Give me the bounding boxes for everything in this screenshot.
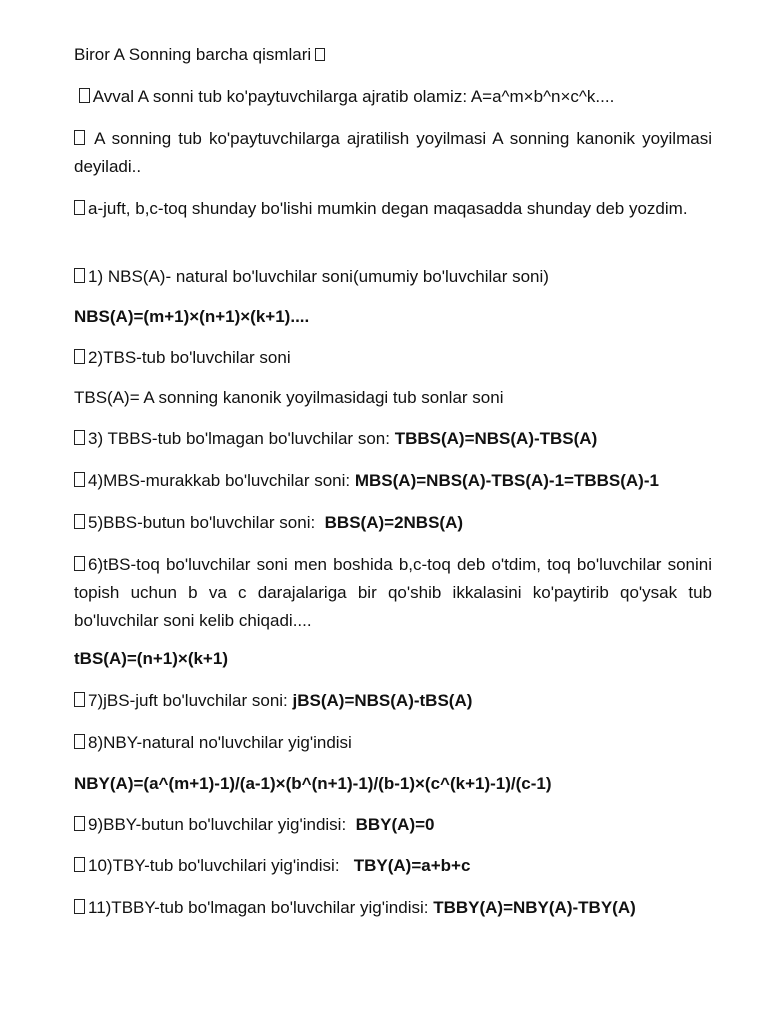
formula-text: NBY(A)=(a^(m+1)-1)/(a-1)×(b^(n+1)-1)/(b-1)×(c^(k+1)-1)/(c-1): [74, 774, 552, 793]
item-text: 4)MBS-murakkab bo'luvchilar soni:: [88, 471, 355, 490]
definition-text: TBS(A)= A sonning kanonik yoyilmasidagi tub sonlar soni: [74, 388, 504, 407]
item-2: [74, 344, 712, 372]
formula-text: jBS(A)=NBS(A)-tBS(A): [292, 691, 473, 710]
formula-text: TBBY(A)=NBY(A)-TBY(A): [433, 898, 636, 917]
formula-text: MBS(A)=NBS(A)-TBS(A)-1=TBBS(A)-1: [354, 471, 659, 490]
item-text: 6)tBS-toq bo'luvchilar soni men boshida b,c-toq deb o'tdim, toq bo'luvchilar sonini topish uchun b va c darajalariga bir qo'shib ikkalasini ko'paytirib qo'ysak tub bo'luvchilar soni kelib chiqadi....: [74, 555, 712, 630]
item-text: 10)TBY-tub bo'luvchilari yig'indisi:: [88, 856, 354, 875]
item-4: [74, 467, 712, 495]
bullet-icon: [74, 472, 85, 487]
item-1: [74, 263, 712, 291]
item-3: [74, 425, 712, 453]
paragraph-canonical: [74, 125, 712, 181]
bullet-icon: [74, 514, 85, 529]
item-text: 5)BBS-butun bo'luvchilar soni:: [88, 513, 325, 532]
item-text: 7)jBS-juft bo'luvchilar soni:: [88, 691, 293, 710]
paragraph-text: A sonning tub ko'paytuvchilarga ajratilish yoyilmasi A sonning kanonik yoyilmasi deyiladi..: [74, 129, 712, 176]
item-5: [74, 509, 712, 537]
paragraph-text: a-juft, b,c-toq shunday bo'lishi mumkin degan maqasadda shunday deb yozdim.: [88, 199, 688, 218]
item-text: 3) TBBS-tub bo'lmagan bo'luvchilar son:: [88, 429, 395, 448]
formula-text: BBS(A)=2NBS(A): [324, 513, 464, 532]
formula-nbs: [74, 303, 712, 331]
paragraph-factorization: [74, 83, 712, 111]
bullet-icon: [79, 88, 90, 103]
paragraph-text: Avval A sonni tub ko'paytuvchilarga ajratib olamiz: A=a^m×b^n×c^k....: [92, 87, 615, 106]
title-text: Biror A Sonning barcha qismlari: [74, 45, 312, 64]
item-11: [74, 894, 712, 922]
missing-glyph-icon: [315, 48, 325, 61]
item-text: 1) NBS(A)- natural bo'luvchilar soni(umumiy bo'luvchilar soni): [88, 267, 549, 286]
item-text: 2)TBS-tub bo'luvchilar soni: [88, 348, 291, 367]
bullet-icon: [74, 130, 85, 145]
formula-text: TBY(A)=a+b+c: [353, 856, 471, 875]
item-10: [74, 852, 712, 880]
item-text: 8)NBY-natural no'luvchilar yig'indisi: [88, 733, 352, 752]
paragraph-parity: [74, 195, 712, 223]
formula-text: NBS(A)=(m+1)×(n+1)×(k+1)....: [74, 307, 310, 326]
item-9: [74, 811, 712, 839]
formula-text: BBY(A)=0: [355, 815, 435, 834]
formula-tbs: [74, 645, 712, 673]
document-title: [74, 41, 712, 69]
item-text: 11)TBBY-tub bo'lmagan bo'luvchilar yig'indisi:: [88, 898, 434, 917]
bullet-icon: [74, 349, 85, 364]
item-6: [74, 551, 712, 635]
bullet-icon: [74, 857, 85, 872]
bullet-icon: [74, 556, 85, 571]
formula-nby: [74, 770, 712, 798]
item-8: [74, 729, 712, 757]
formula-text: tBS(A)=(n+1)×(k+1): [74, 649, 228, 668]
item-7: [74, 687, 712, 715]
item-text: 9)BBY-butun bo'luvchilar yig'indisi:: [88, 815, 356, 834]
text-tbs: [74, 384, 712, 412]
bullet-icon: [74, 899, 85, 914]
bullet-icon: [74, 430, 85, 445]
bullet-icon: [74, 200, 85, 215]
bullet-icon: [74, 692, 85, 707]
bullet-icon: [74, 734, 85, 749]
bullet-icon: [74, 268, 85, 283]
formula-text: TBBS(A)=NBS(A)-TBS(A): [394, 429, 598, 448]
bullet-icon: [74, 816, 85, 831]
